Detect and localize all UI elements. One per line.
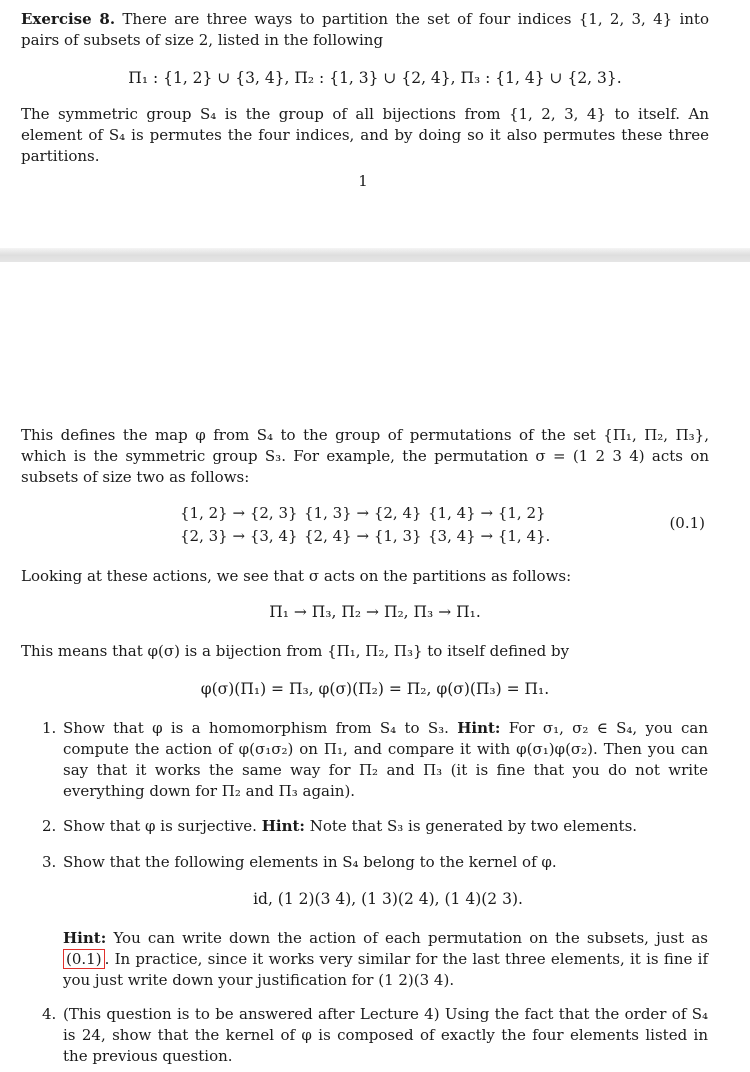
intro-text: There are three ways to partition the set of four indices {1, 2, 3, 4} into pairs of subsets of size 2, listed in the following (21, 10, 709, 49)
action-cell: {1, 2} → {2, 3} (180, 504, 298, 522)
page-1 (0, 0, 750, 260)
question-text: Show that the following elements in S₄ belong to the kernel of φ. (63, 853, 557, 871)
action-row (180, 525, 568, 548)
hint-label: Hint: (63, 929, 107, 947)
partition-action: Π₁ → Π₃, Π₂ → Π₂, Π₃ → Π₁. (269, 603, 481, 621)
action-cell: {2, 3} → {3, 4} (180, 527, 298, 545)
action-cell: {1, 4} → {1, 2} (428, 504, 546, 522)
action-cell: {2, 4} → {1, 3} (304, 527, 422, 545)
hint-text: Note that S₃ is generated by two elements. (304, 817, 638, 835)
map-description: This defines the map φ from S₄ to the group of permutations of the set {Π₁, Π₂, Π₃}, which is the symmetric group S₃. For example, the permutation σ = (1 2 3 4) acts on subsets of size two as follows: (21, 426, 709, 486)
hint-label: Hint: (457, 719, 501, 737)
page-number: 1 (358, 172, 368, 190)
question-number: 4. (42, 1005, 57, 1023)
question-number: 2. (42, 817, 57, 835)
hint-text: For σ₁, σ₂ ∈ S₄, you can compute the action of φ(σ₁σ₂) on Π₁, and compare it with φ(σ₁)φ(σ₂). Then you can say that it works the same way for Π₂ and Π₃ (it is fine that you do not write everything down for Π₂ and Π₃ again). (63, 719, 708, 800)
question-1 (42, 718, 708, 802)
question-text: Show that φ is a homomorphism from S₄ to S₃. (63, 719, 458, 737)
equation-label: (0.1) (669, 514, 705, 532)
hint-text: You can write down the action of each permutation on the subsets, just as (106, 929, 708, 947)
action-row (180, 502, 568, 525)
question-3 (42, 852, 708, 873)
page-2 (0, 262, 750, 1072)
hint-3 (63, 928, 708, 991)
exercise-intro (21, 9, 709, 51)
action-cell: {3, 4} → {1, 4}. (428, 527, 551, 545)
action-cell: {1, 3} → {2, 4} (304, 504, 422, 522)
question-number: 3. (42, 853, 57, 871)
partitions-equation: Π₁ : {1, 2} ∪ {3, 4}, Π₂ : {1, 3} ∪ {2, 4}, Π₃ : {1, 4} ∪ {2, 3}. (128, 69, 622, 87)
hint-text: . In practice, since it works very similar for the last three elements, it is fine if you just write down your justification for (1 2)(3 4). (63, 950, 708, 989)
question-4 (42, 1004, 708, 1067)
exercise-heading: Exercise 8. (21, 10, 116, 28)
equation-reference-link[interactable]: (0.1) (63, 949, 105, 969)
question-text: (This question is to be answered after Lecture 4) Using the fact that the order of S₄ is 24, show that the kernel of φ is composed of exactly the four elements listed in the previous question. (63, 1005, 708, 1065)
group-description: The symmetric group S₄ is the group of all bijections from {1, 2, 3, 4} to itself. An element of S₄ is permutes the four indices, and by doing so it also permutes these three partitions. (21, 105, 709, 165)
means-text: This means that φ(σ) is a bijection from {Π₁, Π₂, Π₃} to itself defined by (21, 642, 570, 660)
looking-text: Looking at these actions, we see that σ acts on the partitions as follows: (21, 567, 572, 585)
question-text: Show that φ is surjective. (63, 817, 262, 835)
kernel-elements: id, (1 2)(3 4), (1 3)(2 4), (1 4)(2 3). (253, 890, 523, 908)
hint-label: Hint: (261, 817, 305, 835)
action-table (180, 502, 568, 548)
question-2 (42, 816, 708, 837)
question-number: 1. (42, 719, 57, 737)
phi-definition: φ(σ)(Π₁) = Π₃, φ(σ)(Π₂) = Π₂, φ(σ)(Π₃) = Π₁. (200, 680, 550, 698)
